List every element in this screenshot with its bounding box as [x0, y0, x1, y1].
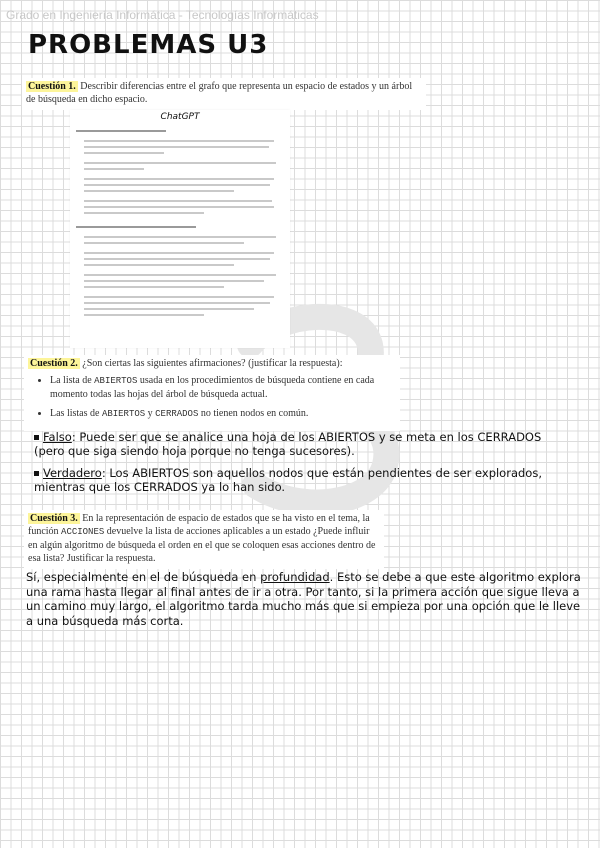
page-title: PROBLEMAS U3 [28, 30, 269, 60]
question-1-label: Cuestión 1. [28, 81, 76, 92]
chatgpt-screenshot [70, 110, 290, 348]
question-2-list [28, 374, 396, 421]
question-2-item-2: • Las listas de ABIERTOS y CERRADOS no tienen nodos en común. [50, 407, 396, 421]
header-watermark: Grado en Ingeniería Informática - Tecnologías Informáticas [6, 8, 319, 22]
bullet-icon [34, 471, 39, 476]
question-2-item-1: • La lista de ABIERTOS usada en los procedimientos de búsqueda contiene en cada momento todas las hojas del árbol de búsqueda actual. [50, 374, 396, 401]
question-3: Cuestión 3. En la representación de espacio de estados que se ha visto en el tema, la función ACCIONES devuelve la lista de acciones aplicables a un estado ¿Puede influir en algún algoritmo de búsqueda el orden en el que se coloquen esas acciones dentro de esa lista? Justificar la respuesta. [24, 510, 384, 569]
question-2-label: Cuestión 2. [30, 358, 78, 369]
answer-false [34, 430, 574, 458]
question-1-text: Describir diferencias entre el grafo que representa un espacio de estados y un árbol de búsqueda en dicho espacio. [26, 81, 413, 105]
answer-question-3: Sí, especialmente en el de búsqueda en profundidad. Esto se debe a que este algoritmo explora una rama hasta llegar al final antes de ir a otra. Por tanto, si la primera acción que sigue lleva a un camino muy largo, el algoritmo tarda mucho más que si empieza por una opción que le lleve a una búsqueda más corta. [26, 570, 581, 628]
bullet-icon [34, 435, 39, 440]
question-3-label: Cuestión 3. [30, 513, 78, 524]
question-1 [22, 78, 426, 110]
answer-false-tag: Falso [43, 430, 72, 444]
question-2 [24, 355, 400, 431]
answer-true-text: : Los ABIERTOS son aquellos nodos que están pendientes de ser explorados, mientras que los CERRADOS ya lo han sido. [34, 466, 542, 494]
chatgpt-title: ChatGPT [160, 112, 200, 122]
answer-true-tag: Verdadero [43, 466, 102, 480]
answer-true [34, 466, 574, 494]
question-2-text: ¿Son ciertas las siguientes afirmaciones? (justificar la respuesta): [82, 358, 343, 369]
answer-false-text: : Puede ser que se analice una hoja de los ABIERTOS y se meta en los CERRADOS (pero que siga siendo hoja porque no tenga sucesores). [34, 430, 542, 458]
answer-emphasis: profundidad [260, 570, 330, 584]
